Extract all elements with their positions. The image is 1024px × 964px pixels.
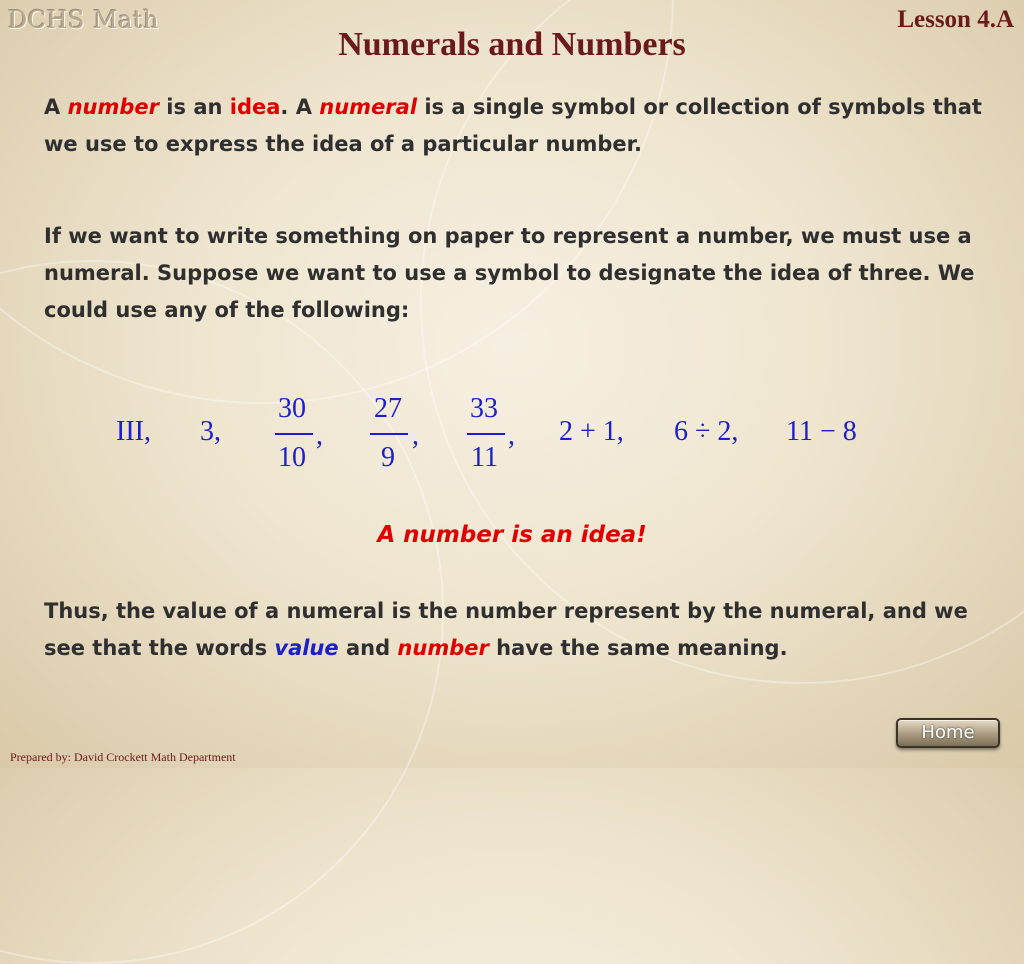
fraction-denominator: 10 [278, 442, 306, 473]
fraction-comma: , [316, 420, 323, 451]
explanation-paragraph: If we want to write something on paper to represent a number, we must use a numeral. Suppose we want to use a symbol to designate the idea of three. We could use any of the following: [44, 224, 975, 322]
sum-expression: 2 + 1, [559, 416, 624, 447]
lesson-label: Lesson 4.A [897, 6, 1014, 33]
roman-numeral: III, [116, 416, 151, 447]
idea-term: idea [229, 95, 281, 119]
fraction-denominator: 11 [471, 442, 498, 473]
difference-expression: 11 − 8 [786, 416, 857, 447]
quotient-expression: 6 ÷ 2, [674, 416, 739, 447]
fraction-denominator: 9 [381, 442, 395, 473]
value-term: value [274, 636, 339, 660]
fraction-bar [467, 433, 505, 435]
arabic-numeral: 3, [200, 416, 221, 447]
tagline: A number is an idea! [377, 522, 647, 548]
home-button[interactable]: Home [896, 718, 1000, 748]
fraction-numerator: 30 [278, 393, 306, 424]
page-title: Numerals and Numbers [338, 26, 686, 63]
brand-logo: DCHS Math [8, 6, 160, 34]
fraction-bar [275, 433, 313, 435]
fraction-numerator: 33 [470, 393, 498, 424]
number-term: number [67, 95, 159, 119]
conclusion-paragraph: Thus, the value of a numeral is the number represent by the numeral, and we see that the words value and number have the same meaning. [44, 599, 968, 660]
fraction-comma: , [412, 420, 419, 451]
fraction-comma: , [508, 420, 515, 451]
footer-credit: Prepared by: David Crockett Math Department [10, 750, 236, 764]
numeral-term: numeral [319, 95, 418, 119]
fraction-bar [370, 433, 408, 435]
definition-paragraph: A number is an idea. A numeral is a single symbol or collection of symbols that we use to express the idea of a particular number. [44, 95, 982, 156]
number-term: number [397, 636, 489, 660]
fraction-numerator: 27 [374, 393, 402, 424]
